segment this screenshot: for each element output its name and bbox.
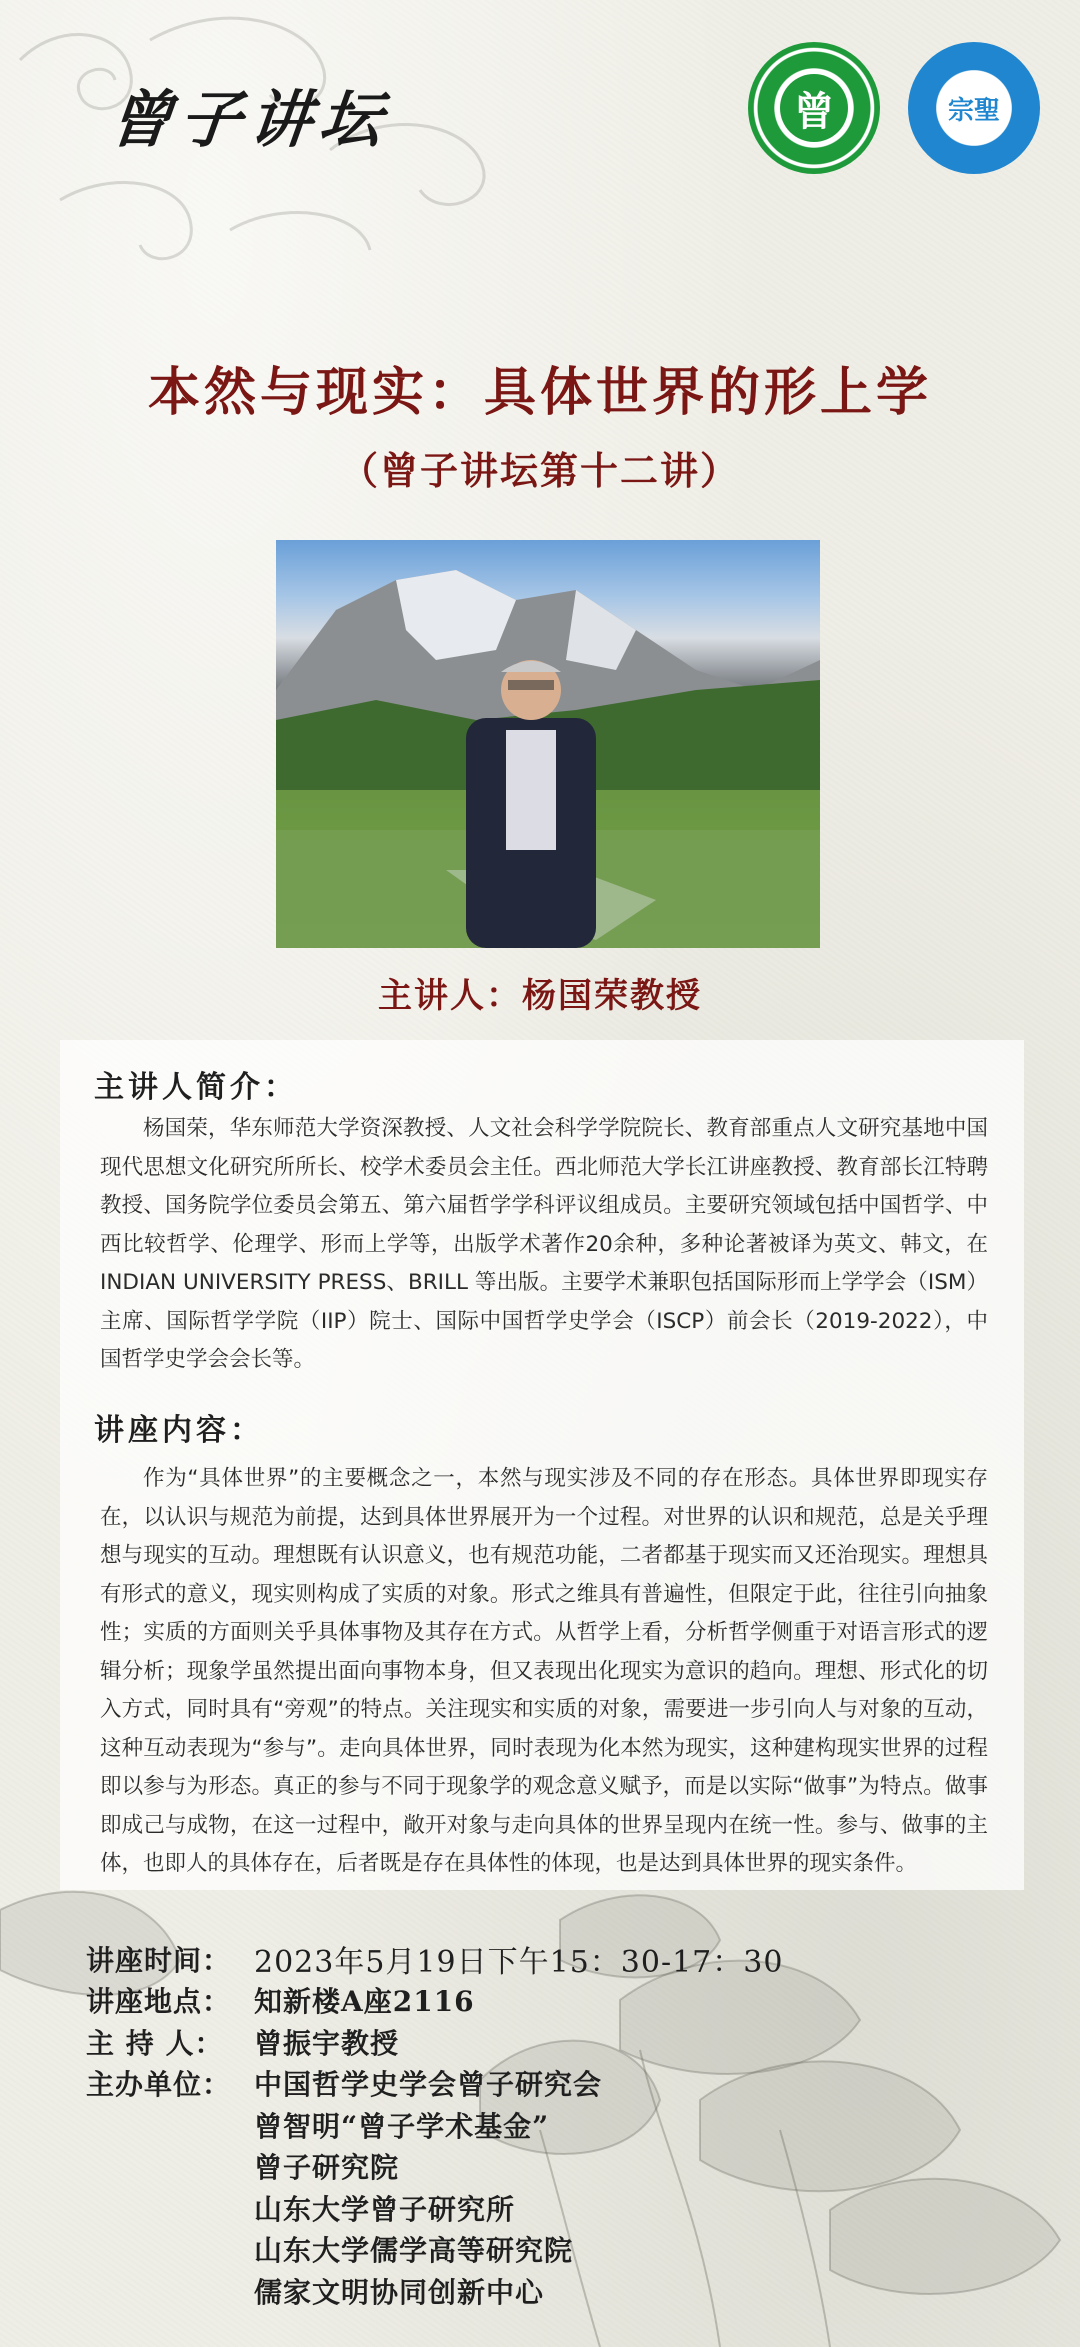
info-organizer-row bbox=[86, 2146, 783, 2188]
info-organizer-row bbox=[86, 2063, 783, 2105]
logo-right-glyph: 宗聖 bbox=[942, 76, 1006, 140]
zengzi-institute-logo bbox=[908, 42, 1040, 174]
info-place-row bbox=[86, 1980, 783, 2022]
organizer-item: 曾子研究院 bbox=[254, 2151, 400, 2185]
lecture-title: 本然与现实：具体世界的形上学 bbox=[147, 362, 932, 423]
time-label: 讲座时间： bbox=[86, 1943, 232, 1977]
organizer-item: 山东大学儒学高等研究院 bbox=[254, 2234, 574, 2268]
info-host-row bbox=[86, 2021, 783, 2063]
organizer-label: 主办单位： bbox=[86, 2068, 232, 2102]
lecture-subtitle: （曾子讲坛第十二讲） bbox=[339, 448, 740, 493]
organizer-item: 中国哲学史学会曾子研究会 bbox=[254, 2068, 603, 2102]
bio-text: 杨国荣，华东师范大学资深教授、人文社会科学学院院长、教育部重点人文研究基地中国现代思想文化研究所所长、校学术委员会主任。西北师范大学长江讲座教授、教育部长江特聘教授、国务院学位委员会第五、第六届哲学学科评议组成员。主要研究领域包括中国哲学、中西比较哲学、伦理学、形而上学等，出版学术著作20余种，多种论著被译为英文、韩文，在INDIAN UNIVERSITY PRESS、BRILL 等出版。主要学术兼职包括国际形而上学学会（ISM）主席、国际哲学学院（IIP）院士、国际中国哲学史学会（ISCP）前会长（2019-2022），中国哲学史学会会长等。 bbox=[100, 1116, 988, 1372]
bio-heading: 主讲人简介： bbox=[94, 1070, 298, 1105]
logo-left-glyph: 曾 bbox=[780, 74, 848, 142]
mountain-landscape-image bbox=[276, 540, 820, 948]
host-label: 主 持 人： bbox=[86, 2026, 224, 2060]
place-value: 知新楼A座2116 bbox=[254, 1985, 475, 2019]
zengzi-association-logo bbox=[748, 42, 880, 174]
info-organizer-row bbox=[86, 2229, 783, 2271]
organizer-item: 山东大学曾子研究所 bbox=[254, 2192, 516, 2226]
lecture-text: 作为“具体世界”的主要概念之一，本然与现实涉及不同的存在形态。具体世界即现实存在，以认识与规范为前提，达到具体世界展开为一个过程。对世界的认识和规范，总是关乎理想与现实的互动。理想既有认识意义，也有规范功能，二者都基于现实而又还治现实。理想具有形式的意义，现实则构成了实质的对象。形式之维具有普遍性，但限定于此，往往引向抽象性；实质的方面则关乎具体事物及其存在方式。从哲学上看，分析哲学侧重于对语言形式的逻辑分析；现象学虽然提出面向事物本身，但又表现出化现实为意识的趋向。理想、形式化的切入方式，同时具有“旁观”的特点。关注现实和实质的对象，需要进一步引向人与对象的互动，这种互动表现为“参与”。走向具体世界，同时表现为化本然为现实，这种建构现实世界的过程即以参与为形态。真正的参与不同于现象学的观念意义赋予，而是以实际“做事”为特点。做事即成己与成物，在这一过程中，敞开对象与走向具体的世界呈现内在统一性。参与、做事的主体，也即人的具体存在，后者既是存在具体性的体现，也是达到具体世界的现实条件。 bbox=[100, 1466, 988, 1876]
speaker-photo bbox=[276, 540, 820, 948]
info-organizer-row bbox=[86, 2270, 783, 2312]
organizer-item: 儒家文明协同创新中心 bbox=[254, 2275, 545, 2309]
lecture-heading: 讲座内容： bbox=[94, 1413, 264, 1448]
time-value: 2023年5月19日下午15：30-17：30 bbox=[254, 1944, 784, 1980]
organizer-item: 曾智明“曾子学术基金” bbox=[254, 2109, 550, 2143]
lecture-info bbox=[86, 1938, 783, 2312]
speaker-line: 主讲人：杨国荣教授 bbox=[378, 976, 702, 1016]
calligraphy-title: 曾子讲坛 bbox=[105, 83, 394, 156]
cloud-ornament-icon bbox=[0, 0, 560, 320]
info-organizer-row bbox=[86, 2104, 783, 2146]
place-label: 讲座地点： bbox=[86, 1985, 232, 2019]
info-organizer-row bbox=[86, 2187, 783, 2229]
info-time-row bbox=[86, 1938, 783, 1980]
host-value: 曾振宇教授 bbox=[254, 2026, 400, 2060]
